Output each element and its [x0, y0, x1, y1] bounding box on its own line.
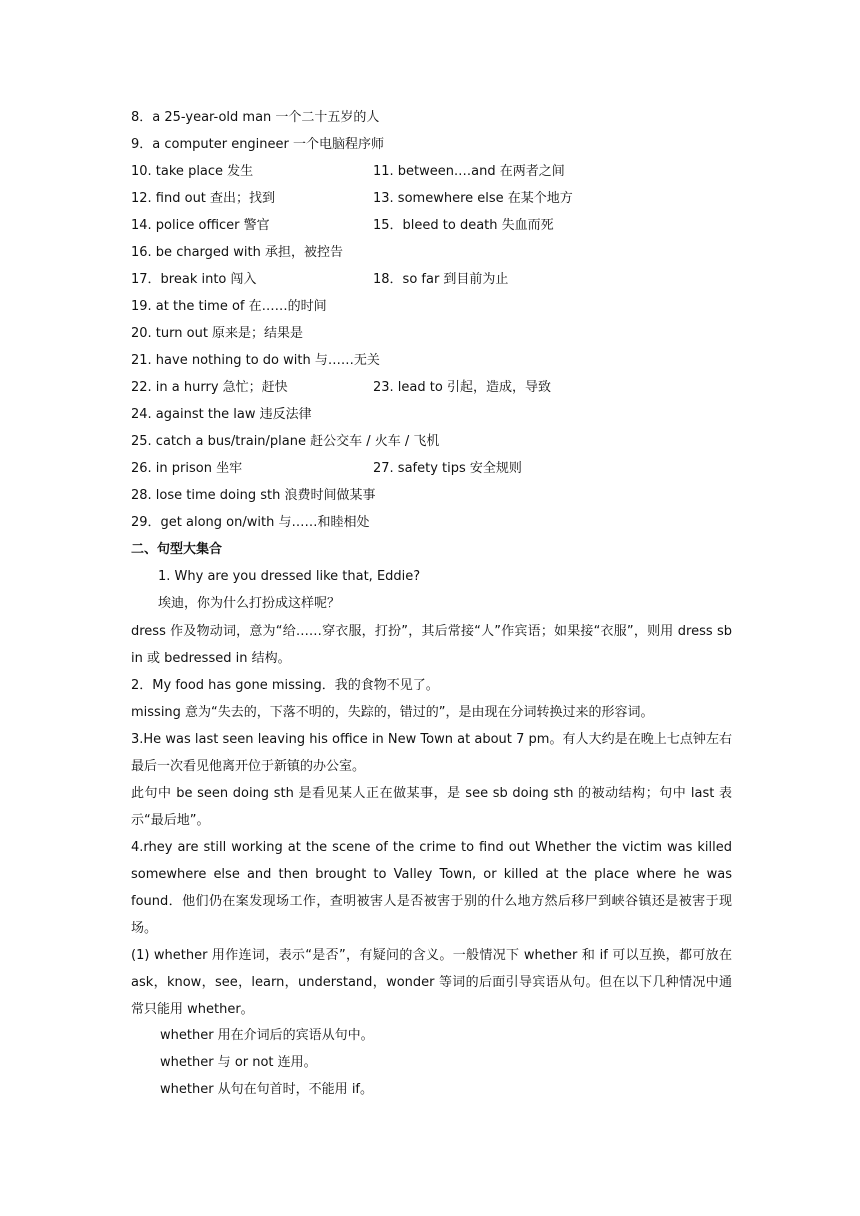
phrase-14: 14. police officer 警官: [131, 218, 270, 233]
phrase-21: 21. have nothing to do with 与……无关: [131, 353, 380, 368]
rule-2: whether 与 or not 连用。: [160, 1055, 317, 1070]
phrase-15: 15．bleed to death 失血而死: [373, 218, 554, 233]
sentence-2: 2．My food has gone missing．我的食物不见了。: [131, 678, 439, 693]
phrase-26: 26. in prison 坐牢: [131, 461, 243, 476]
sentence-1-note: dress 作及物动词，意为“给……穿衣服，打扮”，其后常接“人”作宾语；如果接“衣服”，则用 dress sb in 或 bedressed in 结构。: [131, 624, 732, 666]
sentence-2-note: missing 意为“失去的，下落不明的，失踪的，错过的”，是由现在分词转换过来的形容词。: [131, 705, 654, 720]
section-heading: 二、句型大集合: [131, 542, 223, 557]
sentence-4-note: (1) whether 用作连词，表示“是否”，有疑问的含义。一般情况下 whether 和 if 可以互换，都可放在 ask，know，see，learn，understand，wonder 等词的后面引导宾语从句。但在以下几种情况中通常只能用 whether。: [131, 948, 732, 1017]
sentence-3-note: 此句中 be seen doing sth 是看见某人正在做某事，是 see sb doing sth 的被动结构；句中 last 表示“最后地”。: [131, 786, 732, 828]
sentence-3: 3.He was last seen leaving his office in New Town at about 7 pm。有人大约是在晚上七点钟左右最后一次看见他离开位于新镇的办公室。: [131, 732, 732, 774]
phrase-18: 18．so far 到目前为止: [373, 272, 509, 287]
phrase-19: 19. at the time of 在……的时间: [131, 299, 327, 314]
sentence-4: 4.rhey are still working at the scene of the crime to find out Whether the victim was killed somewhere else and then brought to Valley Town, or killed at the place where he was found．他们仍在案发现场工作，查明被害人是否被害于别的什么地方然后移尸到峡谷镇还是被害于现场。: [131, 840, 732, 936]
phrase-23: 23. lead to 引起，造成，导致: [373, 380, 551, 395]
sentence-1-translation: 埃迪，你为什么打扮成这样呢？: [158, 596, 341, 611]
sentence-1: 1. Why are you dressed like that, Eddie?: [158, 569, 421, 584]
phrase-27: 27. safety tips 安全规则: [373, 461, 522, 476]
phrase-29: 29．get along on/with 与……和睦相处: [131, 515, 370, 530]
phrase-9: 9．a computer engineer 一个电脑程序师: [131, 137, 385, 152]
phrase-20: 20. turn out 原来是；结果是: [131, 326, 304, 341]
phrase-24: 24. against the law 违反法律: [131, 407, 312, 422]
rule-3: whether 从句在句首时，不能用 if。: [160, 1082, 374, 1097]
phrase-10: 10. take place 发生: [131, 164, 254, 179]
phrase-17: 17．break into 闯入: [131, 272, 257, 287]
phrase-8: 8．a 25-year-old man 一个二十五岁的人: [131, 110, 380, 125]
phrase-28: 28. lose time doing sth 浪费时间做某事: [131, 488, 376, 503]
phrase-13: 13. somewhere else 在某个地方: [373, 191, 573, 206]
phrase-11: 11. between.…and 在两者之间: [373, 164, 565, 179]
phrase-22: 22. in a hurry 急忙；赶快: [131, 380, 288, 395]
phrase-25: 25. catch a bus/train/plane 赶公交车 / 火车 / 飞机: [131, 434, 440, 449]
phrase-16: 16. be charged with 承担，被控告: [131, 245, 344, 260]
rule-1: whether 用在介词后的宾语从句中。: [160, 1028, 374, 1043]
phrase-12: 12. find out 查出；找到: [131, 191, 276, 206]
